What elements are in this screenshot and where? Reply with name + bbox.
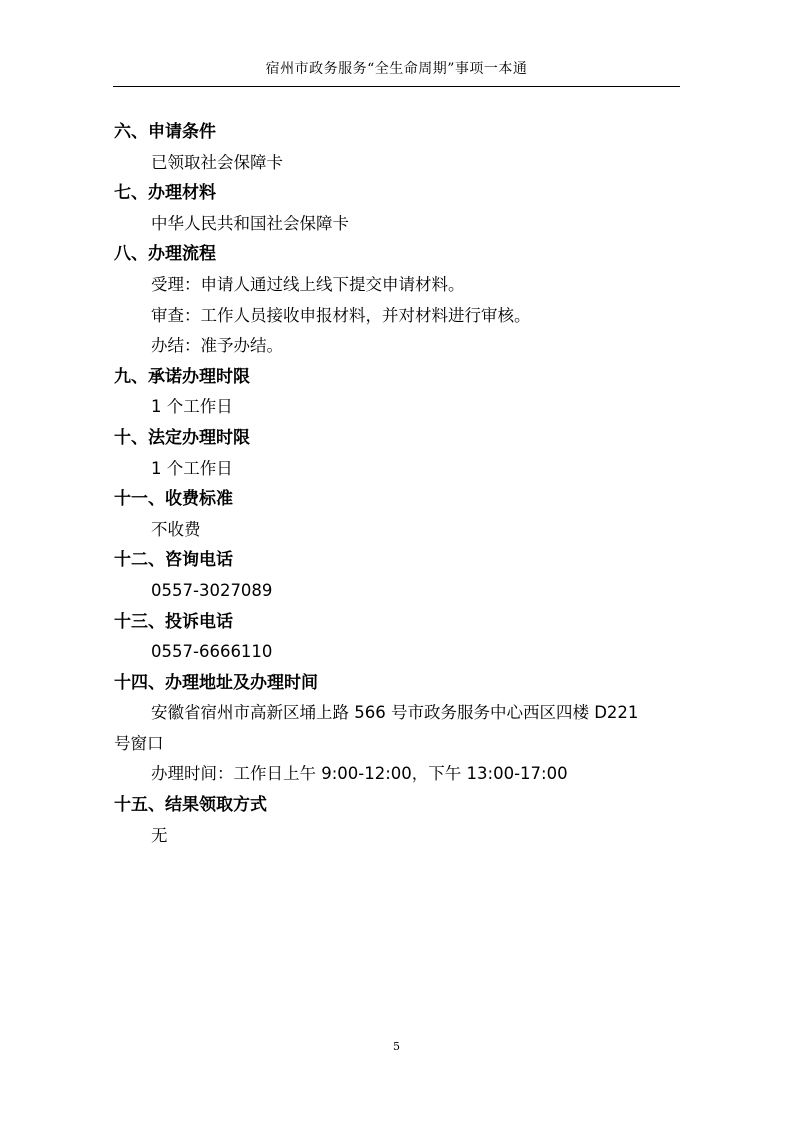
- process-step-review: 审查：工作人员接收申报材料，并对材料进行审核。: [151, 305, 531, 325]
- section-heading-legal-time-limit: 十、法定办理时限: [114, 427, 250, 448]
- section-text: 1 个工作日: [151, 397, 233, 417]
- process-step-accept: 受理：申请人通过线上线下提交申请材料。: [151, 274, 465, 294]
- office-address: 安徽省宿州市高新区埇上路 566 号市政务服务中心西区四楼 D221: [151, 703, 639, 723]
- header-divider: [113, 86, 680, 87]
- process-step-complete: 办结：准予办结。: [151, 336, 283, 356]
- section-text: 1 个工作日: [151, 458, 233, 478]
- section-heading-process: 八、办理流程: [114, 244, 216, 265]
- page-header: 宿州市政务服务“全生命周期”事项一本通: [265, 61, 528, 77]
- section-heading-application-conditions: 六、申请条件: [114, 122, 216, 142]
- section-heading-address-and-hours: 十四、办理地址及办理时间: [114, 672, 318, 693]
- consultation-phone-number: 0557-3027089: [151, 580, 273, 600]
- section-text: 不收费: [151, 519, 201, 539]
- document-body: [114, 117, 684, 851]
- section-heading-result-collection: 十五、结果领取方式: [114, 795, 267, 816]
- office-hours: 办理时间：工作日上午 9:00-12:00，下午 13:00-17:00: [151, 764, 568, 784]
- section-heading-materials: 七、办理材料: [114, 183, 216, 204]
- office-address-continued: 号窗口: [114, 733, 164, 753]
- section-heading-consultation-phone: 十二、咨询电话: [114, 550, 233, 571]
- section-text: 已领取社会保障卡: [151, 152, 283, 172]
- section-heading-complaint-phone: 十三、投诉电话: [114, 611, 233, 632]
- section-heading-fee-standard: 十一、收费标准: [114, 489, 233, 510]
- section-heading-promised-time-limit: 九、承诺办理时限: [114, 366, 250, 387]
- section-text: 中华人民共和国社会保障卡: [151, 213, 349, 233]
- section-text: 无: [151, 825, 168, 845]
- complaint-phone-number: 0557-6666110: [151, 642, 273, 662]
- page-number: 5: [393, 1040, 400, 1053]
